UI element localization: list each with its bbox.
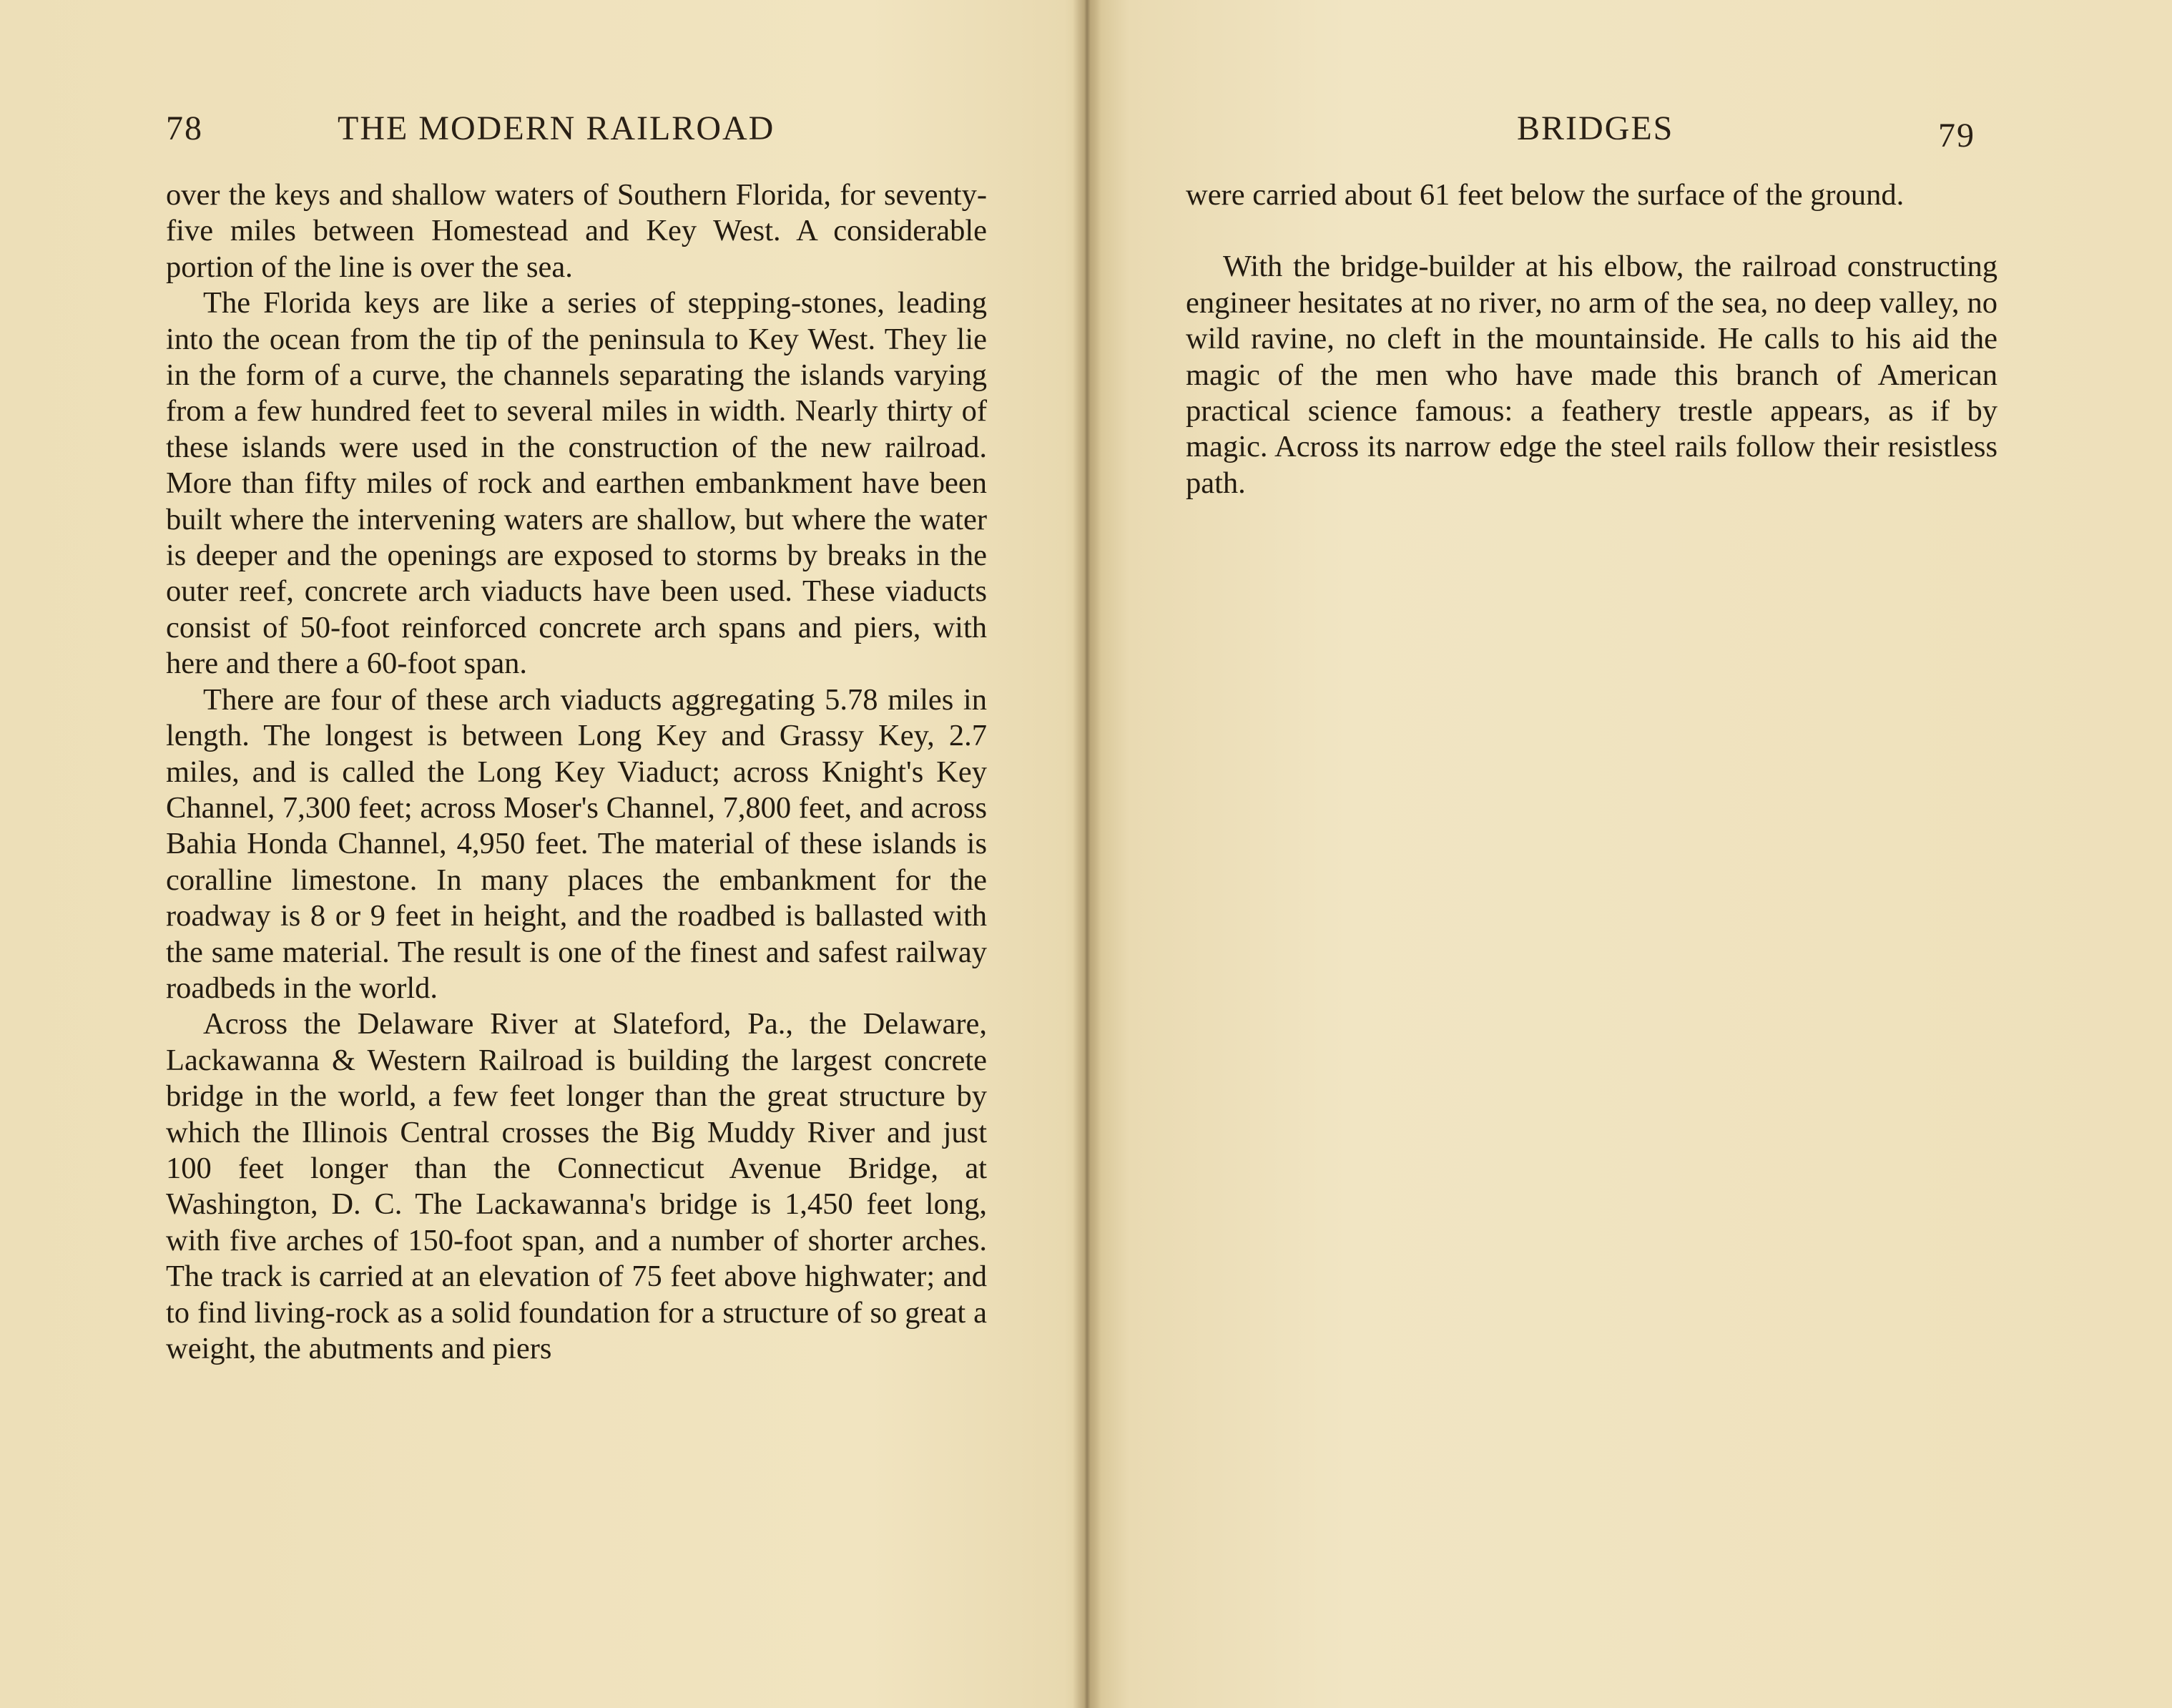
left-page-body <box>166 177 987 1367</box>
right-paragraph-2: With the bridge-builder at his elbow, the railroad constructing engineer hesitates at no river, no arm of the sea, no deep valley, no wild ravine, no cleft in the mountainside. He calls to his aid the magic of the men who have made this branch of American practical science famous: a feathery trestle appears, as if by magic. Across its narrow edge the steel rails follow their resistless path. <box>1186 250 1997 500</box>
right-page <box>1094 0 2172 1708</box>
left-paragraph-2: The Florida keys are like a series of stepping-stones, leading into the ocean from the tip of the peninsula to Key West. They lie in the form of a curve, the channels separating the islands varying from a few hundred feet to several miles in width. Nearly thirty of these islands were used in the construction of the new railroad. More than fifty miles of rock and earthen embankment have been built where the intervening waters are shallow, but where the water is deeper and the openings are exposed to storms by breaks in the outer reef, concrete arch viaducts have been used. These viaducts consist of 50-foot reinforced concrete arch spans and piers, with here and there a 60-foot span. <box>166 286 987 681</box>
right-page-number: 79 <box>1938 117 1975 154</box>
right-page-body <box>1186 177 1997 501</box>
left-page-number: 78 <box>166 109 203 147</box>
left-paragraph-4: Across the Delaware River at Slateford, Pa., the Delaware, Lackawanna & Western Railroad is building the largest concrete bridge in the world, a few feet longer than the great structure by which the Illinois Central crosses the Big Muddy River and just 100 feet longer than the Connecticut Avenue Bridge, at Washington, D. C. The Lackawanna's bridge is 1,450 feet long, with five arches of 150-foot span, and a number of shorter arches. The track is carried at an elevation of 75 feet above highwater; and to find living-rock as a solid foundation for a structure of so great a weight, the abutments and piers <box>166 1007 987 1365</box>
left-page <box>0 0 1080 1708</box>
right-running-head: BRIDGES <box>1517 109 1674 147</box>
right-paragraph-1: were carried about 61 feet below the surface of the ground. <box>1186 178 1905 212</box>
left-paragraph-3: There are four of these arch viaducts aggregating 5.78 miles in length. The longest is between Long Key and Grassy Key, 2.7 miles, and is called the Long Key Viaduct; across Knight's Key Channel, 7,300 feet; across Moser's Channel, 7,800 feet, and across Bahia Honda Channel, 4,950 feet. The material of these islands is coralline limestone. In many places the embankment for the roadway is 8 or 9 feet in height, and the roadbed is ballasted with the same material. The result is one of the finest and safest railway roadbeds in the world. <box>166 682 987 1005</box>
left-paragraph-1: over the keys and shallow waters of Southern Florida, for seventy-five miles between Homestead and Key West. A considerable portion of the line is over the sea. <box>166 178 987 284</box>
left-running-head: THE MODERN RAILROAD <box>338 109 775 147</box>
